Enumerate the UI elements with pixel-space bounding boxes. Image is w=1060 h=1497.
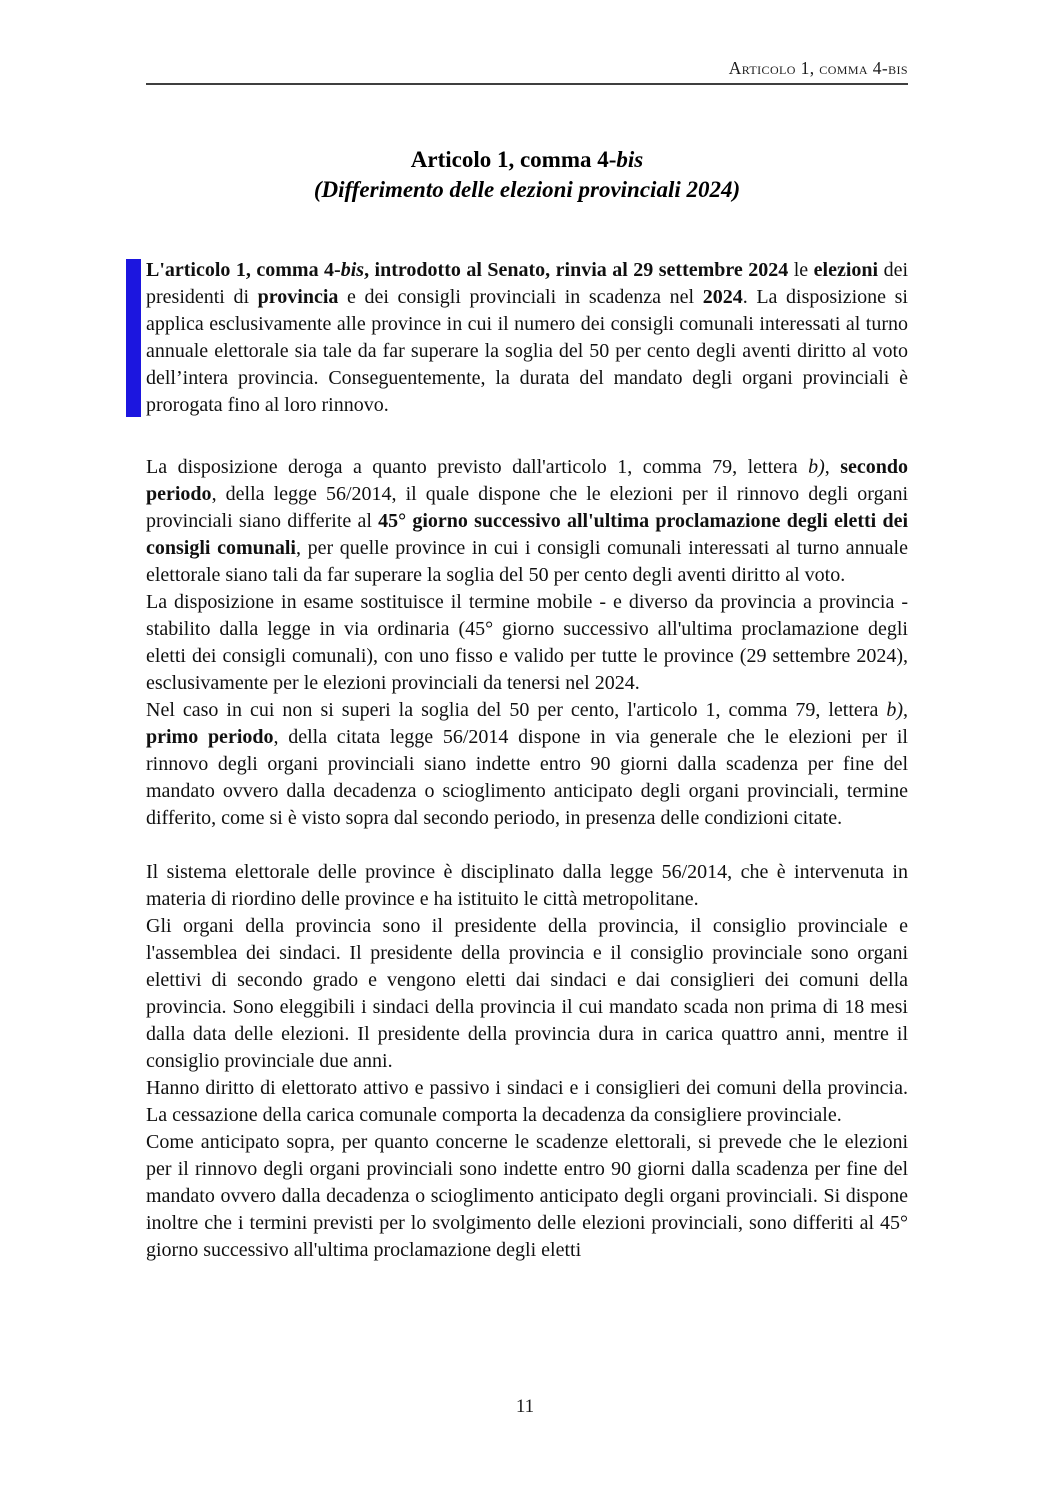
text-run: L'articolo 1, comma 4- <box>146 259 341 281</box>
text-run: bis <box>616 147 644 172</box>
text-run: dei presidenti di <box>146 259 909 308</box>
text-run: Hanno diritto di elettorato attivo e passivo i sindaci e i consiglieri dei comuni della provincia. La cessazione della carica comunale comporta la decadenza da consigliere provinciale. <box>146 1077 908 1126</box>
text-run: . La disposizione si applica esclusivamente alle province in cui il numero dei consigli comunali interessati al turno annuale elettorale sia tale da far superare la soglia del 50 per cento degli aventi diritto al voto dell’intera provincia. Conseguentemente, la durata del mandato degli organi provinciali è prorogata fino al loro rinnovo. <box>146 286 908 416</box>
text-run: 2024 <box>702 286 743 308</box>
text-run: , introdotto al Senato, rinvia al 29 settembre 2024 <box>364 259 789 281</box>
page-number: 11 <box>515 1396 535 1417</box>
text-run: e dei consigli provinciali in scadenza nel <box>338 286 703 308</box>
text-run: , <box>903 699 908 721</box>
summary-paragraph <box>146 257 908 419</box>
running-header <box>146 57 908 85</box>
text-run: , per quelle province in cui i consigli comunali interessati al turno annuale elettorale siano tali da far superare la soglia del 50 per cento degli aventi diritto al voto. <box>146 537 908 586</box>
page-content <box>146 0 908 1264</box>
summary-accent-bar <box>126 259 141 417</box>
text-run: Come anticipato sopra, per quanto concerne le scadenze elettorali, si prevede che le elezioni per il rinnovo degli organi provinciali sono indette entro 90 giorni dalla scadenza per fine del mandato ovvero dalla decadenza o scioglimento anticipato degli organi provinciali. Si dispone inoltre che i termini previsti per lo svolgimento delle elezioni provinciali, sono differiti al 45° giorno successivo all'ultima proclamazione degli eletti <box>146 1131 908 1261</box>
text-run: , della legge 56/2014, il quale dispone che le elezioni per il rinnovo degli organi provinciali siano differite al <box>146 483 908 532</box>
text-run: le <box>788 259 814 281</box>
body-paragraph <box>146 454 908 589</box>
text-run: secondo periodo <box>146 456 909 505</box>
running-header-text: Articolo 1, comma 4-bis <box>728 58 908 78</box>
body-paragraph <box>146 697 908 832</box>
body-paragraph <box>146 1075 908 1129</box>
text-run: , <box>824 456 841 478</box>
text-run: Gli organi della provincia sono il presidente della provincia, il consiglio provinciale e l'assemblea dei sindaci. Il presidente della provincia e il consiglio provinciale sono organi elettivi di secondo grado e vengono eletti dai sindaci e dai consiglieri dei comuni della provincia. Sono eleggibili i sindaci della provincia il cui mandato scada non prima di 18 mesi dalla data delle elezioni. Il presidente della provincia dura in carica quattro anni, mentre il consiglio provinciale due anni. <box>146 915 908 1072</box>
text-run: Il sistema elettorale delle province è disciplinato dalla legge 56/2014, che è intervenuta in materia di riordino delle province e ha istituito le città metropolitane. <box>146 861 908 910</box>
text-run: Articolo 1, comma 4- <box>410 147 617 172</box>
block-sistema-elettorale <box>146 859 908 1264</box>
block-deroga <box>146 454 908 832</box>
text-run: elezioni <box>813 259 879 281</box>
text-run: primo periodo <box>146 726 274 748</box>
text-run: La disposizione deroga a quanto previsto dall'articolo 1, comma 79, lettera <box>146 456 809 478</box>
article-title <box>146 145 908 175</box>
body-paragraph <box>146 913 908 1075</box>
text-run: bis <box>340 259 365 281</box>
text-run: 45° giorno successivo all'ultima proclamazione degli eletti dei consigli comunali <box>146 510 908 559</box>
text-run: La disposizione in esame sostituisce il termine mobile - e diverso da provincia a provincia - stabilito dalla legge in via ordinaria (45° giorno successivo all'ultima proclamazione degli eletti dei consigli comunali), con uno fisso e valido per tutte le province (29 settembre 2024), esclusivamente per le elezioni provinciali da tenersi nel 2024. <box>146 591 908 694</box>
article-subtitle: (Differimento delle elezioni provinciali 2024) <box>313 177 741 202</box>
text-run: Nel caso in cui non si superi la soglia del 50 per cento, l'articolo 1, comma 79, lettera <box>146 699 887 721</box>
text-run: b) <box>886 699 903 721</box>
text-run: provincia <box>257 286 339 308</box>
body-paragraph <box>146 859 908 913</box>
text-run: b) <box>808 456 825 478</box>
summary-box <box>146 257 908 419</box>
text-run: , della citata legge 56/2014 dispone in via generale che le elezioni per il rinnovo degli organi provinciali siano indette entro 90 giorni dalla scadenza per fine del mandato ovvero dalla decadenza o scioglimento anticipato degli organi provinciali, termine differito, come si è visto sopra dal secondo periodo, in presenza delle condizioni citate. <box>146 726 908 829</box>
body-paragraph <box>146 589 908 697</box>
body-text <box>146 454 908 1264</box>
body-paragraph <box>146 1129 908 1264</box>
